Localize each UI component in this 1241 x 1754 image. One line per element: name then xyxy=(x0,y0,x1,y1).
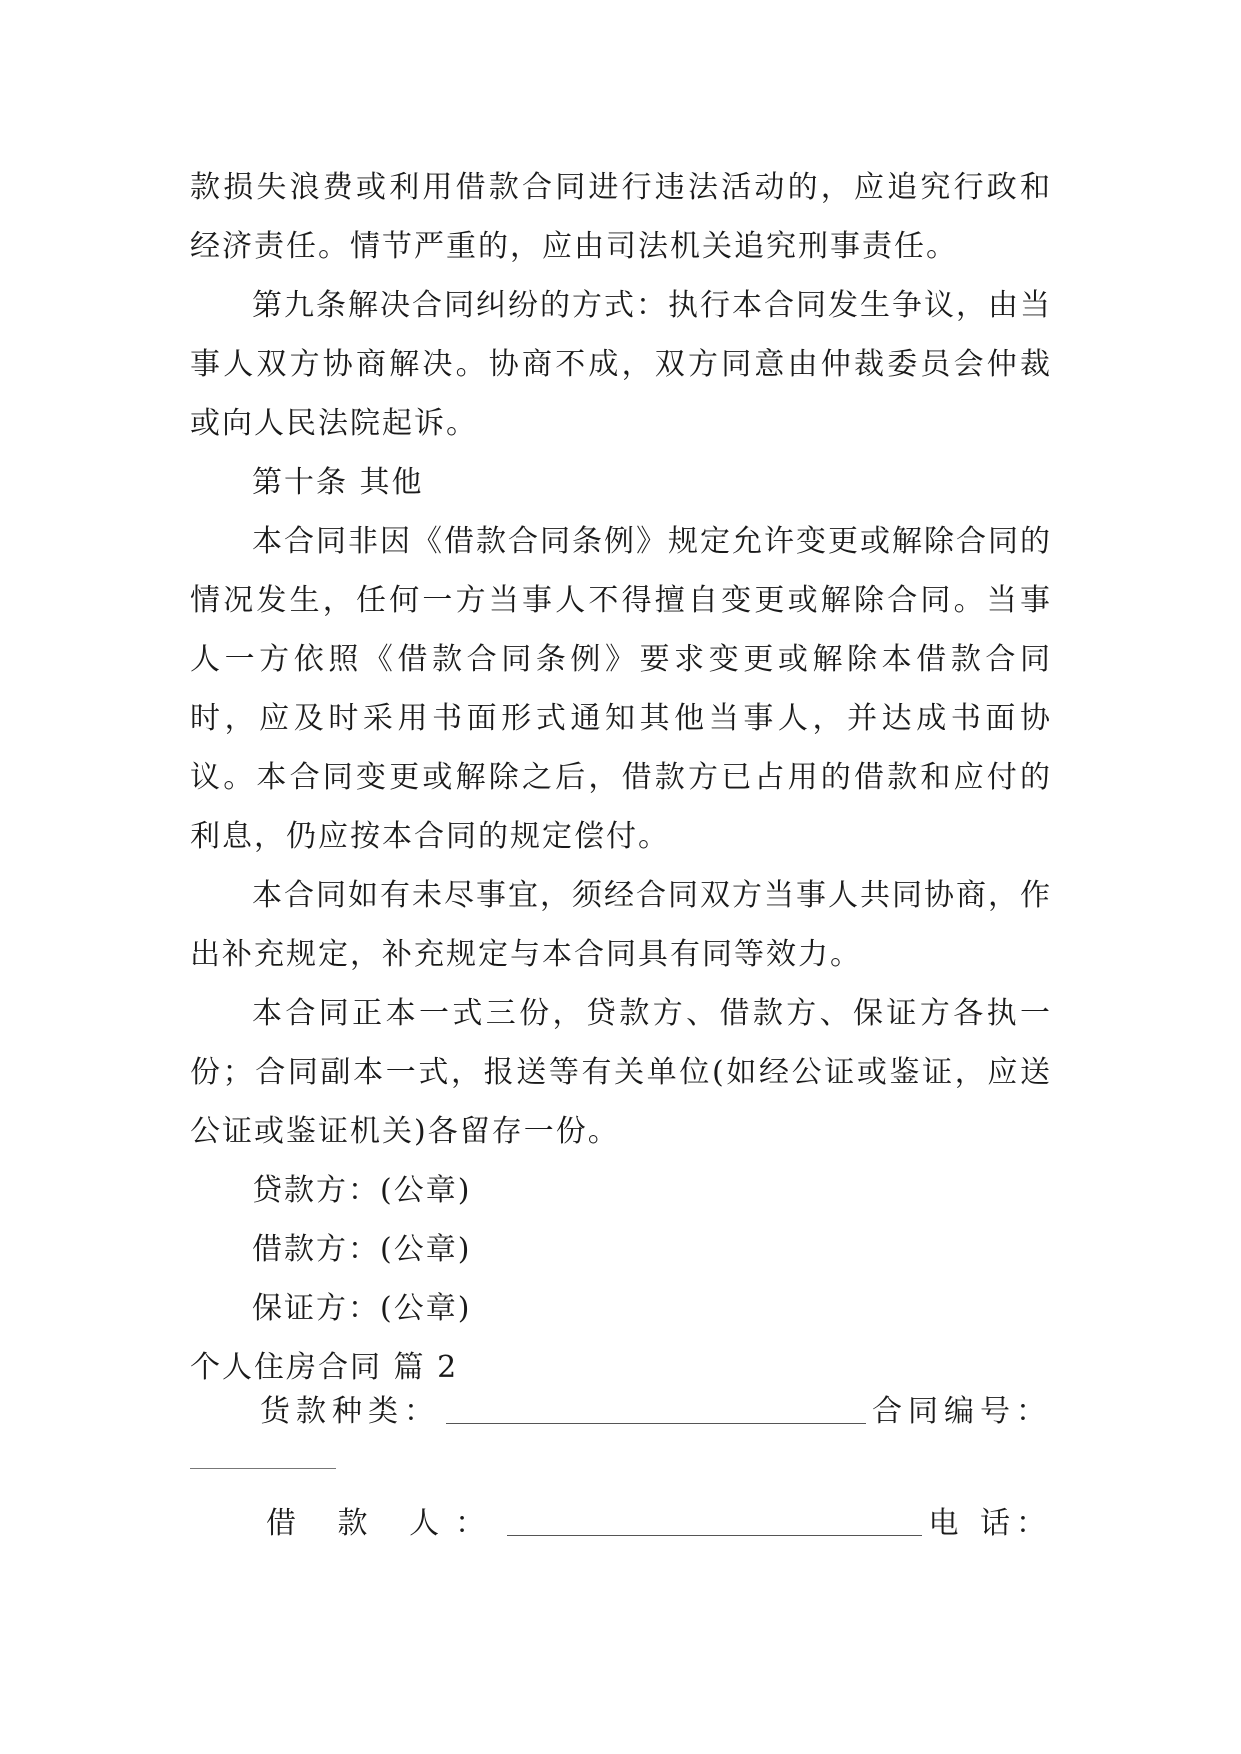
signature-borrower: 借款方：(公章) xyxy=(252,1232,472,1267)
borrower-blank xyxy=(507,1505,922,1536)
contract-number-label: 合同编号： xyxy=(872,1394,1052,1429)
form-row-borrower xyxy=(190,1490,1052,1550)
signature-lender: 贷款方：(公章) xyxy=(252,1173,472,1208)
contract-number-blank xyxy=(190,1468,336,1469)
form-row-loan-type xyxy=(190,1378,1052,1438)
document-body xyxy=(190,158,1052,1397)
paragraph-continuation: 款损失浪费或利用借款合同进行违法活动的，应追究行政和经济责任。情节严重的，应由司法机关追究刑事责任。 xyxy=(190,170,1052,264)
signature-guarantor: 保证方：(公章) xyxy=(252,1291,472,1326)
paragraph-copies: 本合同正本一式三份，贷款方、借款方、保证方各执一份；合同副本一式，报送等有关单位(如经公证或鉴证，应送公证或鉴证机关)各留存一份。 xyxy=(190,996,1052,1149)
phone-label: 电 话： xyxy=(928,1506,1052,1541)
loan-type-blank xyxy=(446,1393,866,1424)
paragraph-supplement: 本合同如有未尽事宜，须经合同双方当事人共同协商，作出补充规定，补充规定与本合同具有同等效力。 xyxy=(190,878,1052,972)
borrower-label: 借 款 人： xyxy=(266,1506,502,1541)
paragraph-article-10-body: 本合同非因《借款合同条例》规定允许变更或解除合同的情况发生，任何一方当事人不得擅自变更或解除合同。当事人一方依照《借款合同条例》要求变更或解除本借款合同时，应及时采用书面形式通知其他当事人，并达成书面协议。本合同变更或解除之后，借款方已占用的借款和应付的利息，仍应按本合同的规定偿付。 xyxy=(190,524,1052,854)
section-title: 个人住房合同 篇 2 xyxy=(190,1350,459,1385)
paragraph-article-9: 第九条解决合同纠纷的方式：执行本合同发生争议，由当事人双方协商解决。协商不成，双方同意由仲裁委员会仲裁或向人民法院起诉。 xyxy=(190,288,1052,441)
loan-type-label: 货款种类： xyxy=(260,1394,440,1429)
paragraph-article-10-heading: 第十条 其他 xyxy=(252,465,424,500)
